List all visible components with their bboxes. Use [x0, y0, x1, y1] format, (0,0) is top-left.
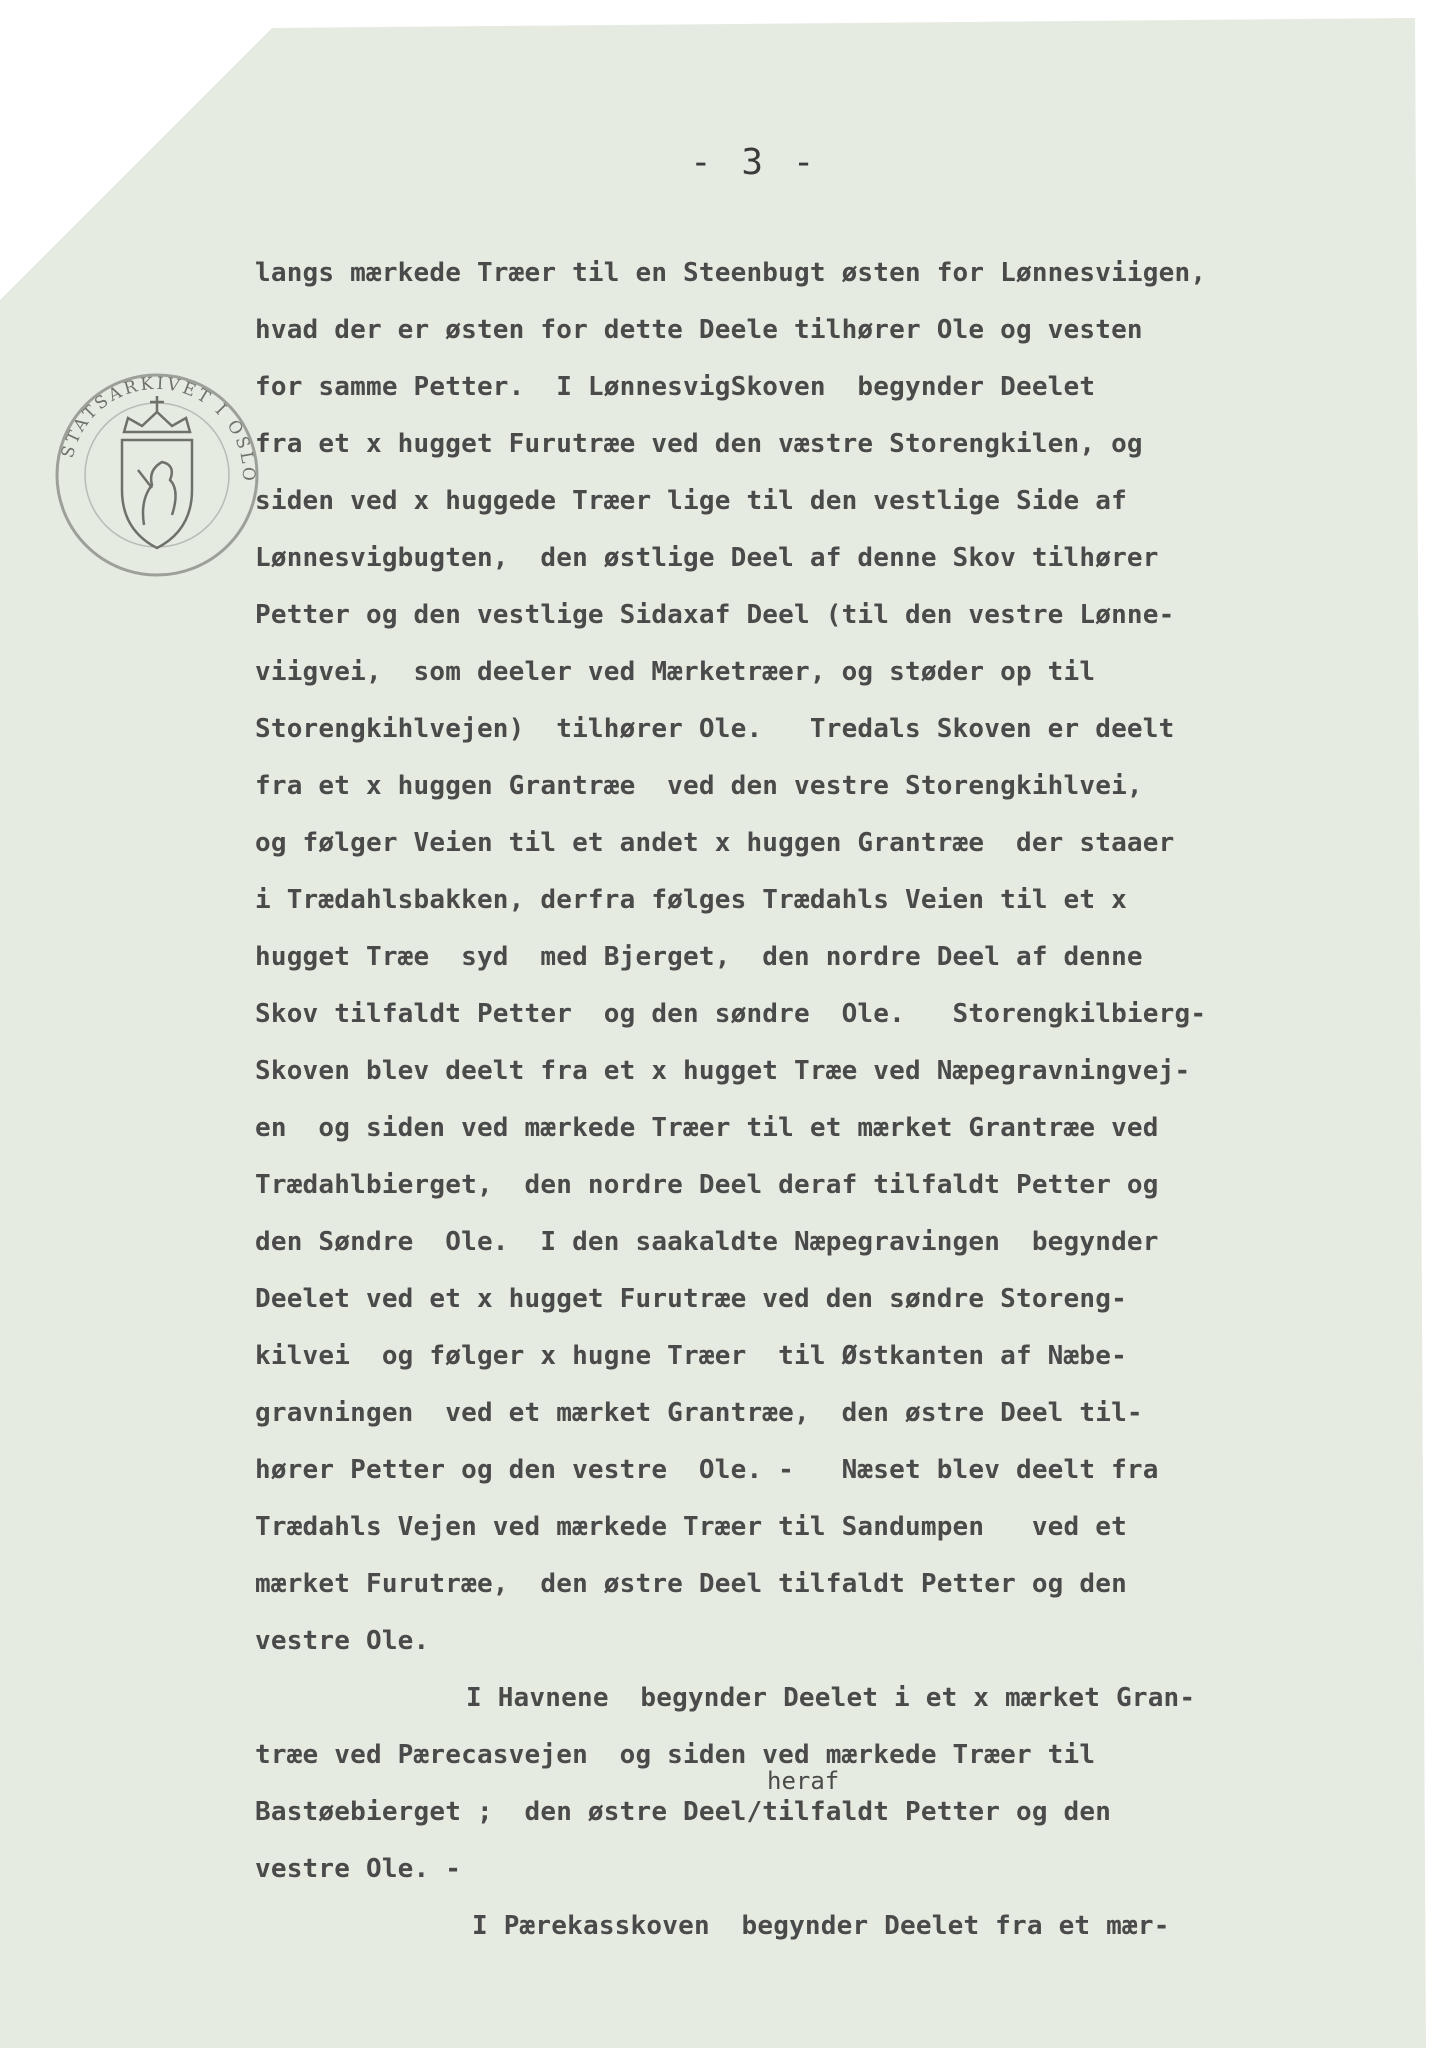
text-line: træe ved Pærecasvejen og siden ved mærkede Træer til [255, 1740, 1096, 1770]
text-line: for samme Petter. I LønnesvigSkoven begynder Deelet [255, 372, 1096, 402]
text-line: Storengkihlvejen) tilhører Ole. Tredals Skoven er deelt [255, 714, 1175, 744]
page-number: - 3 - [690, 142, 819, 183]
text-line: I Pærekasskoven begynder Deelet fra et mær- [472, 1911, 1170, 1941]
text-line: fra et x huggen Grantræe ved den vestre Storengkihlvei, [255, 771, 1143, 801]
text-line: Trædahlbierget, den nordre Deel deraf tilfaldt Petter og [255, 1170, 1159, 1200]
archive-stamp [52, 370, 262, 580]
text-line: hvad der er østen for dette Deele tilhører Ole og vesten [255, 315, 1143, 345]
text-line: hugget Træe syd med Bjerget, den nordre Deel af denne [255, 942, 1143, 972]
text-line: hører Petter og den vestre Ole. - Næset blev deelt fra [255, 1455, 1159, 1485]
text-line: og følger Veien til et andet x huggen Grantræe der staaer [255, 828, 1175, 858]
text-line: vestre Ole. - [255, 1854, 462, 1884]
text-line: mærket Furutræe, den østre Deel tilfaldt Petter og den [255, 1569, 1127, 1599]
handwritten-insertion: heraf [767, 1767, 840, 1795]
text-line: Bastøebierget ; den østre Deel/tilfaldt Petter og den [255, 1797, 1112, 1827]
text-line: en og siden ved mærkede Træer til et mærket Grantræe ved [255, 1113, 1159, 1143]
text-line: fra et x hugget Furutræe ved den væstre Storengkilen, og [255, 429, 1143, 459]
text-line: i Trædahlsbakken, derfra følges Trædahls Veien til et x [255, 885, 1127, 915]
text-line: vestre Ole. [255, 1626, 430, 1656]
text-line: Skov tilfaldt Petter og den søndre Ole. Storengkilbierg- [255, 999, 1207, 1029]
text-line: Skoven blev deelt fra et x hugget Træe ved Næpegravningvej- [255, 1056, 1191, 1086]
text-line: I Havnene begynder Deelet i et x mærket Gran- [466, 1683, 1196, 1713]
text-line: viigvei, som deeler ved Mærketræer, og støder op til [255, 657, 1096, 687]
text-line: siden ved x huggede Træer lige til den vestlige Side af [255, 486, 1127, 516]
stamp-text: STATSARKIVET I OSLO [57, 373, 259, 484]
text-line: den Søndre Ole. I den saakaldte Næpegravingen begynder [255, 1227, 1159, 1257]
text-line: Lønnesvigbugten, den østlige Deel af denne Skov tilhører [255, 543, 1159, 573]
text-line: Deelet ved et x hugget Furutræe ved den søndre Storeng- [255, 1284, 1127, 1314]
coat-of-arms-icon [122, 396, 192, 548]
text-line: gravningen ved et mærket Grantræe, den østre Deel til- [255, 1398, 1143, 1428]
text-line: Trædahls Vejen ved mærkede Træer til Sandumpen ved et [255, 1512, 1127, 1542]
text-line: langs mærkede Træer til en Steenbugt østen for Lønnesviigen, [255, 258, 1207, 288]
text-line: Petter og den vestlige Sidaxaf Deel (til den vestre Lønne- [255, 600, 1175, 630]
text-line: kilvei og følger x hugne Træer til Østkanten af Næbe- [255, 1341, 1127, 1371]
